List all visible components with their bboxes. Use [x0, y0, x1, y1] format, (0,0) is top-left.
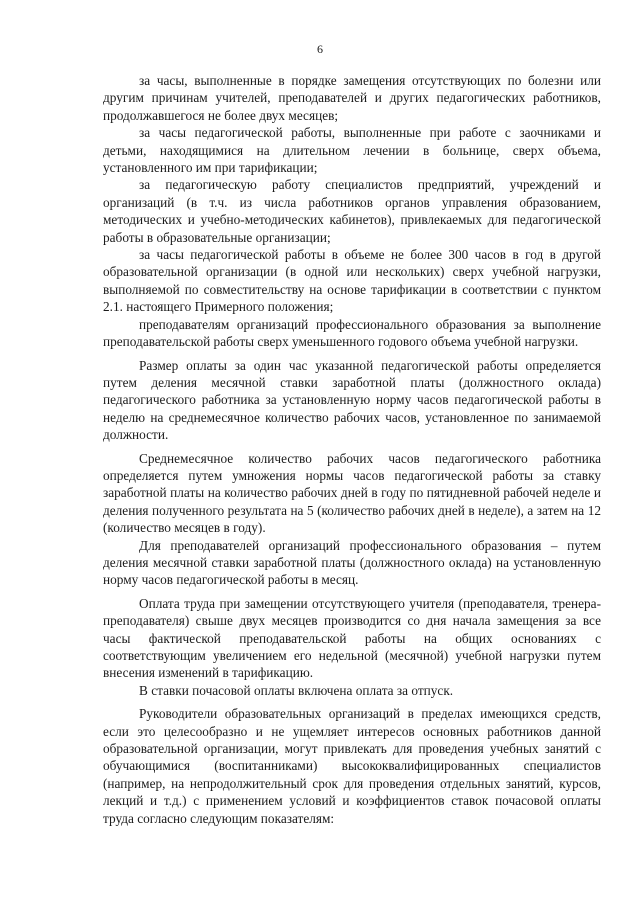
paragraph-average-monthly-hours: Среднемесячное количество рабочих часов педагогического работника определяется путем умножения нормы часов педагогической работы за ставку заработной платы на количество рабочих дней в году по пятидневной рабочей неделе и деления полученного результата на 5 (количество рабочих дней в неделе), а затем на 12 (количество месяцев в году).: [103, 450, 601, 536]
paragraph-correspondence-students: за часы педагогической работы, выполненные при работе с заочниками и детьми, находящимися на длительном лечении в больнице, сверх объема, установленного им при тарификации;: [103, 125, 601, 176]
paragraph-vocational-rate: Для преподавателей организаций профессионального образования – путем деления месячной ставки заработной платы (должностного оклада) на установленную норму часов педагогической работы в месяц.: [103, 537, 601, 588]
paragraph-vocational-teachers: преподавателям организаций профессионального образования за выполнение преподавательской работы сверх уменьшенного годового объема учебной нагрузки.: [103, 316, 601, 350]
paragraph-300-hours: за часы педагогической работы в объеме не более 300 часов в год в другой образовательной организации (в одной или нескольких) сверх учебной нагрузки, выполняемой по совместительству на основе тарификации в соответствии с пунктом 2.1. настоящего Примерного положения;: [103, 247, 601, 315]
paragraph-vacation-pay: В ставки почасовой оплаты включена оплата за отпуск.: [139, 682, 454, 698]
paragraph-hourly-rate: Размер оплаты за один час указанной педагогической работы определяется путем деления месячной ставки заработной платы (должностного оклада) педагогического работника за установленную норму часов педагогической работы в неделю на среднемесячное количество рабочих часов, установленное по занимаемой должности.: [103, 357, 601, 443]
document-body: [103, 72, 601, 827]
page-number: 6: [317, 42, 323, 56]
paragraph-heads-of-organizations: Руководители образовательных организаций в пределах имеющихся средств, если это целесообразно и не ущемляет интересов основных работников данной образовательной организации, могут привлекать для проведения учебных занятий с обучающимися (воспитанниками) высококвалифицированных специалистов (например, на непродолжительный срок для проведения отдельных занятий, курсов, лекций и т.д.) с применением условий и коэффициентов ставок почасовой оплаты труда согласно следующим показателям:: [103, 706, 601, 826]
paragraph-absent-teacher: Оплата труда при замещении отсутствующего учителя (преподавателя, тренера-преподавателя) свыше двух месяцев производится со дня начала замещения за все часы фактической преподавательской работы на общих основаниях с соответствующим увеличением его недельной (месячной) учебной нагрузки путем внесения изменений в тарификацию.: [103, 595, 601, 681]
paragraph-substitution-hours: за часы, выполненные в порядке замещения отсутствующих по болезни или другим причинам учителей, преподавателей и других педагогических работников, продолжавшегося не более двух месяцев;: [103, 73, 601, 123]
paragraph-enterprise-specialists: за педагогическую работу специалистов предприятий, учреждений и организаций (в т.ч. из числа работников органов управления образованием, методических и учебно-методических кабинетов), привлекаемых для педагогической работы в образовательные организации;: [103, 177, 601, 245]
